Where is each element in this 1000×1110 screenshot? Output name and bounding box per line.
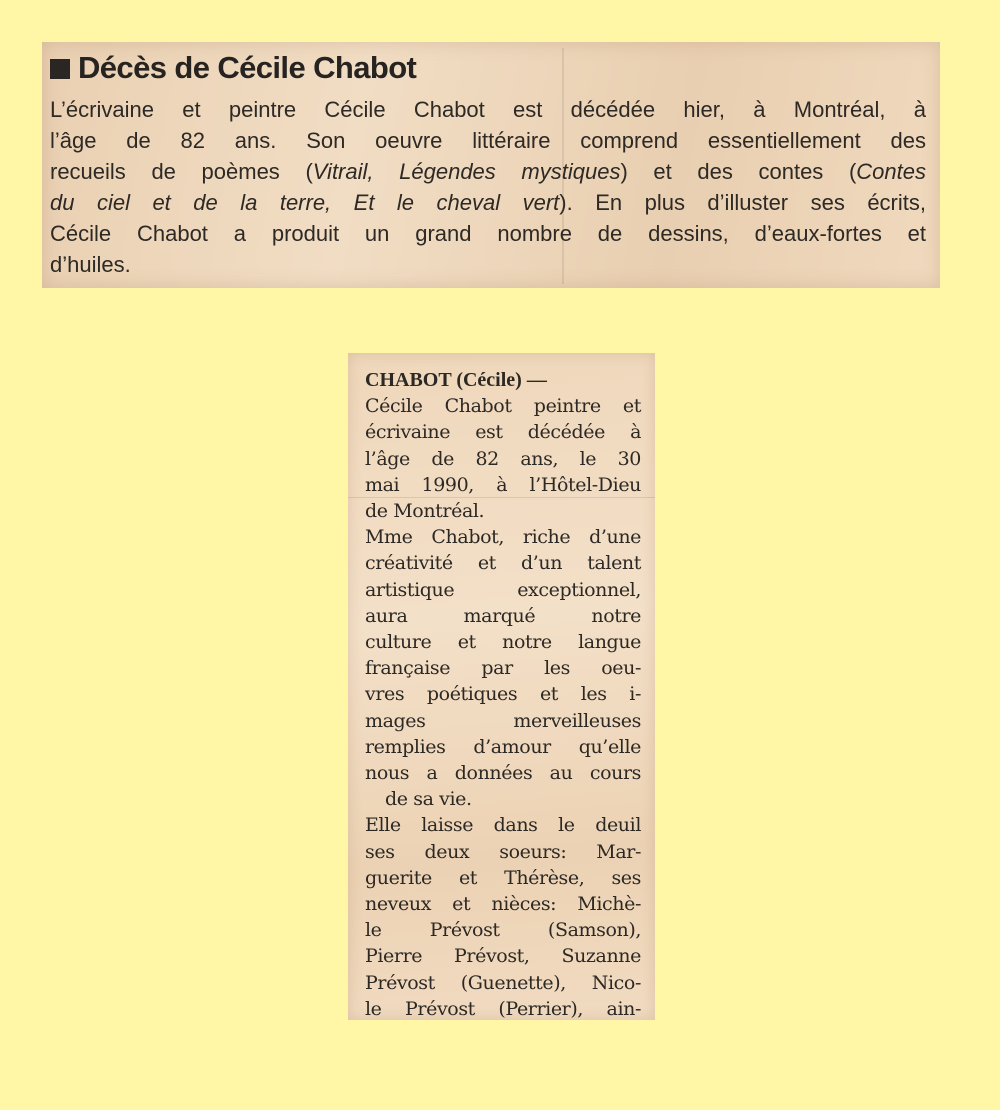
obituary-line: culture et notre langue xyxy=(365,631,641,654)
article-line xyxy=(50,156,926,187)
obituary-line: créativité et d’un talent xyxy=(365,552,641,575)
obituary-line: remplies d’amour qu’elle xyxy=(365,735,641,758)
article-line: L’écrivaine et peintre Cécile Chabot est décédée hier, à Montréal, à xyxy=(50,97,926,122)
article-line-segment: ) et des contes ( xyxy=(620,159,857,184)
obituary-heading: CHABOT (Cécile) — xyxy=(365,369,547,391)
bullet-square-icon xyxy=(50,59,70,79)
article-line-segment: recueils de poèmes ( xyxy=(50,159,313,184)
obituary-line: artistique exceptionnel, xyxy=(365,578,641,601)
article-line-italic: Contes xyxy=(856,159,926,184)
obituary-line: guerite et Thérèse, ses xyxy=(365,866,641,889)
obituary-line: mai 1990, à l’Hôtel-Dieu xyxy=(365,473,641,496)
obituary-line: l’âge de 82 ans, le 30 xyxy=(365,447,641,470)
article-line-italic: Vitrail, Légendes mystiques xyxy=(312,159,621,184)
obituary-line: le Prévost (Perrier), ain- xyxy=(365,997,641,1020)
article-line: d’huiles. xyxy=(50,252,131,277)
news-clipping xyxy=(42,42,940,288)
obituary-line: aura marqué notre xyxy=(365,604,641,627)
obituary-line: le Prévost (Samson), xyxy=(365,919,641,942)
obituary-line: mages merveilleuses xyxy=(365,709,641,732)
article-line: Cécile Chabot a produit un grand nombre de dessins, d’eaux-fortes et xyxy=(50,221,926,246)
obituary-line: Mme Chabot, riche d’une xyxy=(365,526,641,549)
article-line-segment: ). En plus d’illuster ses écrits, xyxy=(559,190,926,215)
obituary-line: écrivaine est décédée à xyxy=(365,421,641,444)
obituary-line: nous a données au cours xyxy=(365,762,641,785)
article-line xyxy=(50,187,926,218)
headline-text: Décès de Cécile Chabot xyxy=(78,50,417,85)
obituary-text xyxy=(365,367,641,1020)
obituary-line: Elle laisse dans le deuil xyxy=(365,814,641,837)
article-line: l’âge de 82 ans. Son oeuvre littéraire comprend essentiellement des xyxy=(50,128,926,153)
obituary-clipping xyxy=(348,353,655,1020)
obituary-line: Prévost (Guenette), Nico- xyxy=(365,971,641,994)
article-line-italic: du ciel et de la terre, Et le cheval vert xyxy=(50,190,560,215)
obituary-line: neveux et nièces: Michè- xyxy=(365,893,641,916)
obituary-line: Cécile Chabot peintre et xyxy=(365,395,641,418)
article-body xyxy=(50,94,926,280)
obituary-line: française par les oeu- xyxy=(365,657,641,680)
article-headline xyxy=(50,46,926,94)
obituary-line: de Montréal. xyxy=(365,500,485,523)
obituary-line: vres poétiques et les i- xyxy=(365,683,641,706)
obituary-line: de sa vie. xyxy=(385,788,472,811)
obituary-line: Pierre Prévost, Suzanne xyxy=(365,945,641,968)
obituary-line: ses deux soeurs: Mar- xyxy=(365,840,641,863)
